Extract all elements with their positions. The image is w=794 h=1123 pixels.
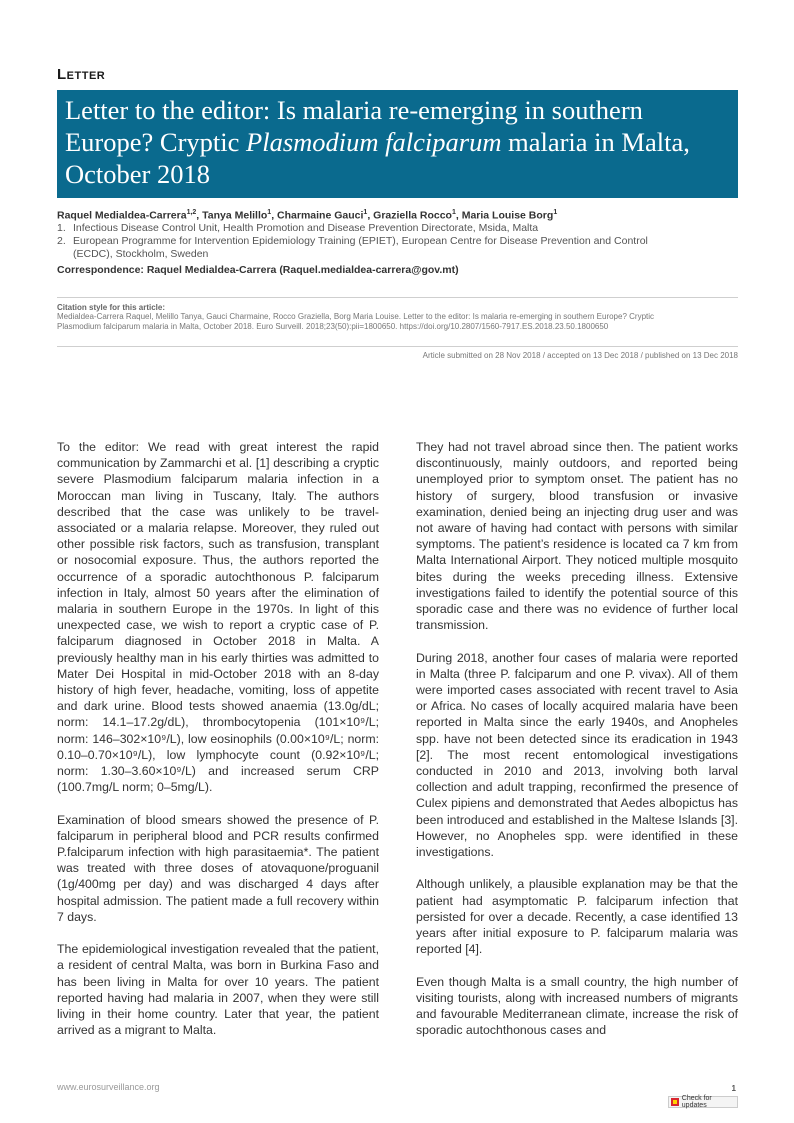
- author-name: Tanya Melillo: [202, 209, 268, 222]
- body-column-left: [57, 439, 379, 1055]
- paragraph: During 2018, another four cases of malaria were reported in Malta (three P. falciparum and one P. vivax). All of them were imported cases associated with recent travel to Asia or Africa. No cases of locally acquired malaria have been reported in Malta since the early 1940s, and Anopheles spp. have not been detected since its eradication in 1943 [2]. The most recent entomological investigations conducted in 2010 and 2013, involving both larval collection and adult trapping, reconfirmed the presence of Culex pipiens and demonstrated that Aedes albopictus has been introduced and established in the Maltese Islands [3]. However, no Anopheles spp. were identified in these investigations.: [416, 650, 738, 860]
- author-name: Raquel Medialdea-Carrera: [57, 209, 187, 222]
- body-column-right: [416, 439, 738, 1055]
- affiliation-1: 1. Infectious Disease Control Unit, Health Promotion and Disease Prevention Directorate, Msida, Malta: [57, 222, 539, 234]
- correspondence: Correspondence: Raquel Medialdea-Carrera (Raquel.medialdea-carrera@gov.mt): [57, 264, 459, 276]
- check-for-updates-button[interactable]: Check for updates: [668, 1096, 738, 1108]
- paragraph: They had not travel abroad since then. The patient works discontinuously, mainly outdoors, and reported being unemployed prior to symptom onset. The patient has no history of surgery, blood transfusion or invasive examination, denied being an injecting drug user and was not aware of having had contact with persons with similar symptoms. The patient’s residence is located ca 7 km from Malta International Airport. They noticed multiple mosquito bites during the weeks preceding illness. Extensive investigations failed to identify the potential source of this sporadic case and there was no evidence of further local transmission.: [416, 440, 738, 633]
- crossmark-icon: [671, 1098, 679, 1106]
- author-name: Graziella Rocco: [373, 209, 452, 222]
- article-title: Letter to the editor: Is malaria re-emerging in southern Europe? Cryptic Plasmodium falciparum malaria in Malta, October 2018: [65, 95, 690, 189]
- citation-text: Medialdea-Carrera Raquel, Melillo Tanya, Gauci Charmaine, Rocco Graziella, Borg Maria Louise. Letter to the editor: Is malaria re-emerging in southern Europe? Cryptic Plasmodium falciparum malaria in Malta, October 2018. Euro Surveill. 2018;23(50):pii=1800650. https://doi.org/10.2807/1560-7917.ES.2018.23.50.1800650: [57, 312, 655, 331]
- citation-label: Citation style for this article:: [57, 303, 166, 312]
- paragraph: Even though Malta is a small country, the high number of visiting tourists, along with increased numbers of migrants and favourable Mediterranean climate, increase the risk of sporadic autochthonous cases and: [416, 974, 738, 1038]
- divider: [57, 297, 738, 298]
- paragraph: The epidemiological investigation revealed that the patient, a resident of central Malta, was born in Burkina Faso and has been living in Malta for over 10 years. The patient reported having had malaria in 2007, when they were still living in their home country. Later that year, the patient arrived as a migrant to Malta.: [57, 942, 379, 1038]
- title-banner: [57, 90, 738, 198]
- paragraph: Examination of blood smears showed the presence of P. falciparum in peripheral blood and PCR results confirmed P.falciparum infection with high parasitaemia*. The patient was treated with three doses of atovaquone/proguanil (1g/400mg per day) and was discharged 4 days after hospital admission. The patient made a full recovery within 7 days.: [57, 812, 379, 924]
- page-number: 1: [731, 1084, 736, 1093]
- paragraph: To the editor: We read with great interest the rapid communication by Zammarchi et al. [1] describing a cryptic severe Plasmodium falciparum malaria infection in a Moroccan man living in Tuscany, Italy. The authors described that the case was unlikely to be travel-associated or a malaria relapse. Moreover, they ruled out other possible risk factors, such as transfusion, transplant or nosocomial exposure. Thus, the authors reported the occurrence of a sporadic autochthonous P. falciparum infection in Italy, almost 50 years after the elimination of malaria in southern Europe in the 1970s. In light of this unexpected case, we wish to report a cryptic case of P. falciparum diagnosed in October 2018 in Malta. A previously healthy man in his early thirties was admitted to Mater Dei Hospital in mid-October 2018 with an 8-day history of high fever, headache, vomiting, loss of appetite and dark urine. Blood tests showed anaemia (13.0g/dL; norm: 14.1–17.2g/dL), thrombocytopenia (101×10⁹/L; norm: 146–302×10⁹/L), low eosinophils (0.00×10⁹/L; norm: 0.10–0.70×10⁹/L), low lymphocyte count (0.92×10⁹/L; norm: 1.30–3.60×10⁹/L) and increased serum CRP (100.7mg/L norm; 0–5mg/L).: [57, 440, 379, 795]
- author-list: Raquel Medialdea-Carrera$^{1,2}$, Tanya Melillo$^1$, Charmaine Gauci$^1$, Graziella Rocco$^1$, Maria Louise Borg$^1$: [57, 209, 558, 222]
- paragraph: Although unlikely, a plausible explanation may be that the patient had asymptomatic P. falciparum infection that persisted for over a decade. Recently, a case identified 13 years after initial exposure to P. falciparum malaria was reported [4].: [416, 877, 738, 957]
- author-name: Charmaine Gauci: [277, 209, 364, 222]
- author-name: Maria Louise Borg: [461, 209, 554, 222]
- divider: [57, 346, 738, 347]
- section-label: Letter: [57, 66, 106, 83]
- affiliation-2: 2. European Programme for Intervention Epidemiology Training (EPIET), European Centre for Disease Prevention and Control (ECDC), Stockholm, Sweden: [57, 235, 648, 260]
- footer-url[interactable]: www.eurosurveillance.org: [57, 1082, 160, 1092]
- submission-dates: Article submitted on 28 Nov 2018 / accepted on 13 Dec 2018 / published on 13 Dec 2018: [422, 351, 738, 360]
